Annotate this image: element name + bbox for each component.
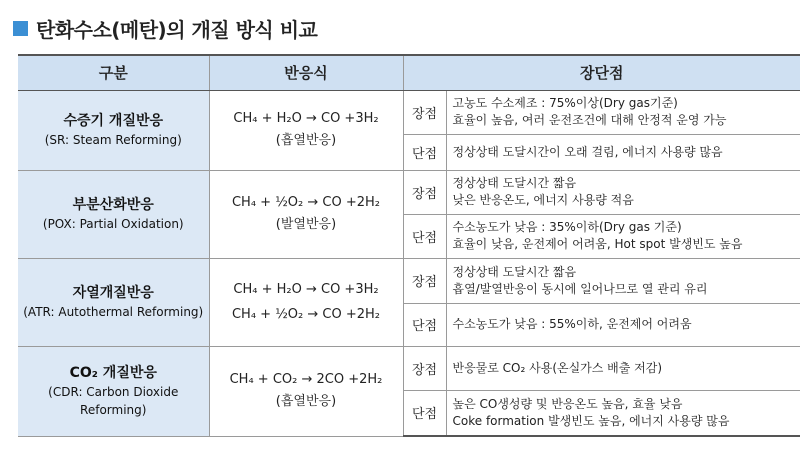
pro-description (446, 346, 800, 390)
reaction-equation: CH₄ + ½O₂ → CO +2H₂ (231, 195, 380, 210)
title-row (13, 10, 317, 46)
method-abbr: (ATR: Autothermal Reforming) (23, 305, 204, 319)
comparison-table (18, 54, 800, 437)
desc-line: 효율이 높음, 여러 운전조건에 대해 안정적 운영 가능 (452, 113, 727, 127)
desc-line: 효율이 낮음, 운전제어 어려움, Hot spot 발생빈도 높음 (452, 237, 743, 251)
header-row (18, 55, 800, 90)
con-tag: 단점 (403, 390, 446, 436)
category-cell (18, 258, 209, 346)
desc-line: 수소농도가 낮음 : 35%이하(Dry gas 기준) (452, 220, 682, 234)
desc-line: 고농도 수소제조 : 75%이상(Dry gas기준) (452, 96, 678, 110)
desc-line: 높은 CO생성량 및 반응온도 높음, 효율 낮음 (452, 396, 683, 411)
con-description (446, 214, 800, 258)
reaction-equation: CH₄ + H₂O → CO +3H₂ (233, 111, 379, 126)
pro-tag: 장점 (403, 258, 446, 303)
method-abbr: (POX: Partial Oxidation) (42, 217, 184, 231)
reaction-cell (209, 170, 403, 258)
header-division: 구분 (18, 55, 209, 90)
method-name: 자열개질반응 (72, 285, 154, 301)
method-name: 수증기 개질반응 (63, 113, 164, 129)
desc-line: Coke formation 발생빈도 높음, 에너지 사용량 많음 (452, 413, 730, 428)
pro-tag: 장점 (403, 90, 446, 134)
reaction-equation: CH₄ + ½O₂ → CO +2H₂ (231, 307, 380, 322)
header-reaction: 반응식 (209, 55, 403, 90)
method-name: CO₂ 개질반응 (69, 365, 157, 381)
pro-description (446, 170, 800, 214)
category-cell (18, 170, 209, 258)
reaction-cell (209, 346, 403, 436)
category-cell (18, 90, 209, 170)
con-tag: 단점 (403, 214, 446, 258)
desc-line: 반응물로 CO₂ 사용(온실가스 배출 저감) (452, 360, 663, 375)
table-row (18, 346, 800, 390)
desc-line: 정상상태 도달시간이 오래 걸림, 에너지 사용량 많음 (452, 144, 723, 159)
con-description (446, 134, 800, 170)
method-abbr: (CDR: Carbon Dioxide Reforming) (48, 385, 179, 417)
category-cell (18, 346, 209, 436)
pro-description (446, 90, 800, 134)
desc-line: 정상상태 도달시간 짧음 (452, 176, 577, 190)
heat-type: (발열반응) (275, 217, 337, 232)
table-row (18, 258, 800, 303)
pro-description (446, 258, 800, 303)
con-tag: 단점 (403, 134, 446, 170)
header-pros-cons: 장단점 (403, 55, 800, 90)
square-bullet-icon (13, 21, 28, 36)
desc-line: 낮은 반응온도, 에너지 사용량 적음 (452, 193, 634, 207)
method-abbr: (SR: Steam Reforming) (44, 133, 182, 147)
heat-type: (흡열반응) (275, 133, 337, 148)
pro-tag: 장점 (403, 170, 446, 214)
desc-line: 수소농도가 낮음 : 55%이하, 운전제어 어려움 (452, 317, 692, 331)
reaction-cell (209, 258, 403, 346)
con-description (446, 303, 800, 346)
con-description (446, 390, 800, 436)
con-tag: 단점 (403, 303, 446, 346)
reaction-equation: CH₄ + H₂O → CO +3H₂ (233, 282, 379, 297)
heat-type: (흡열반응) (275, 394, 337, 409)
reaction-equation: CH₄ + CO₂ → 2CO +2H₂ (229, 372, 383, 387)
reaction-cell (209, 90, 403, 170)
table-row (18, 170, 800, 214)
desc-line: 정상상태 도달시간 짧음 (452, 264, 577, 279)
page-title: 탄화수소(메탄)의 개질 방식 비교 (36, 17, 318, 42)
desc-line: 흡열/발열반응이 동시에 일어나므로 열 관리 유리 (452, 281, 708, 296)
method-name: 부분산화반응 (72, 197, 154, 213)
table-row (18, 90, 800, 134)
pro-tag: 장점 (403, 346, 446, 390)
